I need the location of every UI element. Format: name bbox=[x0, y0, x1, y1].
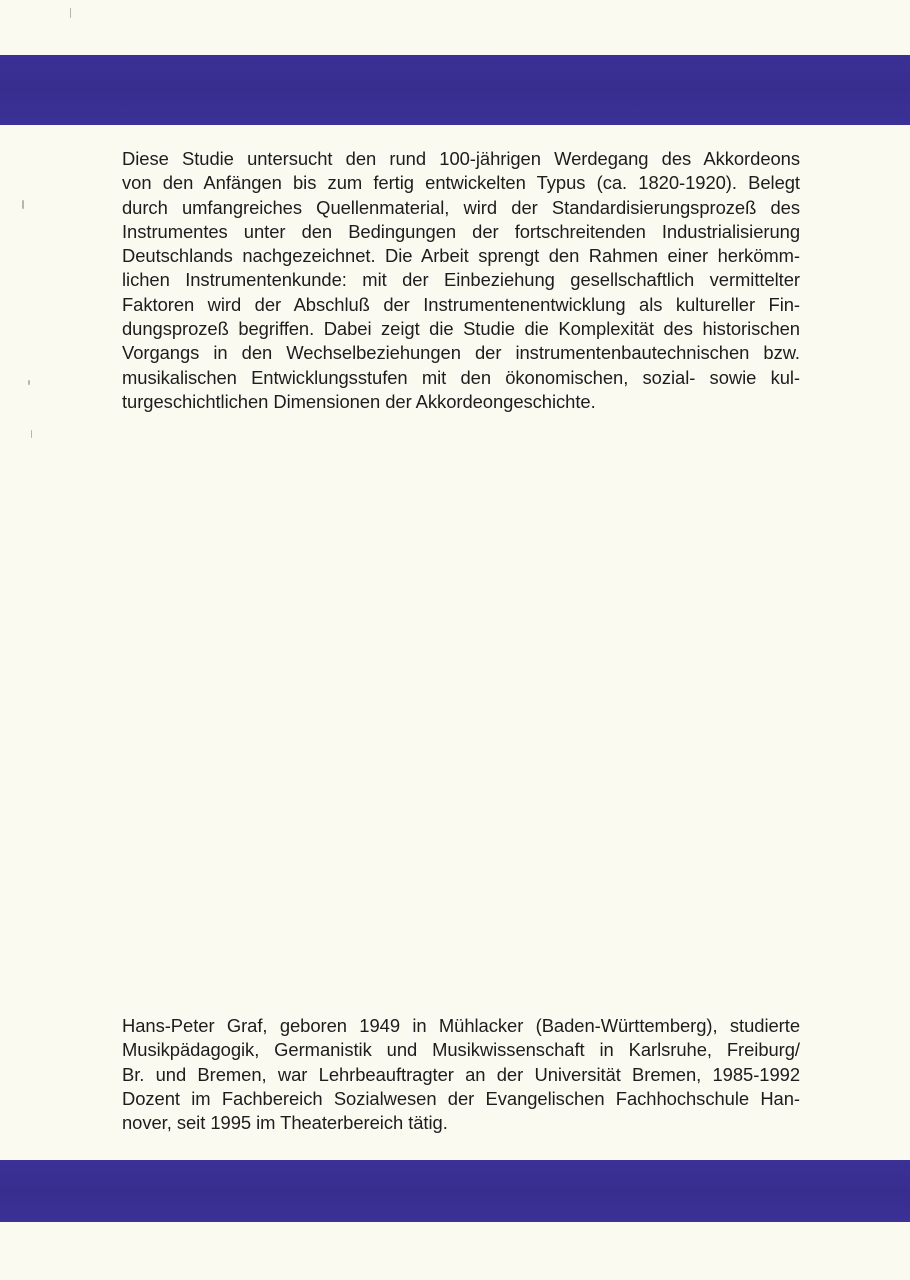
top-color-band bbox=[0, 55, 910, 125]
abstract-paragraph bbox=[122, 147, 800, 414]
abstract-line: Instrumentes unter den Bedingungen der fortschreitenden Industrialisierung bbox=[122, 220, 800, 242]
bottom-color-band bbox=[0, 1160, 910, 1222]
bio-line: nover, seit 1995 im Theaterbereich tätig. bbox=[122, 1112, 448, 1134]
paper-speck bbox=[31, 430, 32, 438]
abstract-line: turgeschichtlichen Dimensionen der Akkordeongeschichte. bbox=[122, 390, 596, 412]
abstract-line: Vorgangs in den Wechselbeziehungen der instrumentenbautechnischen bzw. bbox=[122, 342, 800, 364]
abstract-line: lichen Instrumentenkunde: mit der Einbeziehung gesellschaftlich vermittelter bbox=[122, 269, 800, 291]
paper-speck bbox=[22, 200, 24, 209]
abstract-line: durch umfangreiches Quellenmaterial, wird der Standardisierungsprozeß des bbox=[122, 196, 800, 218]
bio-line: Dozent im Fachbereich Sozialwesen der Evangelischen Fachhochschule Han- bbox=[122, 1087, 800, 1109]
author-bio-paragraph bbox=[122, 1014, 800, 1135]
bio-line: Musikpädagogik, Germanistik und Musikwissenschaft in Karlsruhe, Freiburg/ bbox=[122, 1039, 800, 1061]
abstract-line: von den Anfängen bis zum fertig entwickelten Typus (ca. 1820-1920). Belegt bbox=[122, 172, 800, 194]
abstract-line: Faktoren wird der Abschluß der Instrumentenentwicklung als kultureller Fin- bbox=[122, 293, 800, 315]
abstract-line: dungsprozeß begriffen. Dabei zeigt die Studie die Komplexität des historischen bbox=[122, 318, 800, 340]
abstract-line: musikalischen Entwicklungsstufen mit den ökonomischen, sozial- sowie kul- bbox=[122, 366, 800, 388]
paper-speck bbox=[28, 380, 30, 385]
bio-line: Hans-Peter Graf, geboren 1949 in Mühlacker (Baden-Württemberg), studierte bbox=[122, 1015, 800, 1036]
bio-line: Br. und Bremen, war Lehrbeauftragter an der Universität Bremen, 1985-1992 bbox=[122, 1063, 800, 1085]
abstract-line: Deutschlands nachgezeichnet. Die Arbeit sprengt den Rahmen einer herkömm- bbox=[122, 245, 800, 267]
abstract-line: Diese Studie untersucht den rund 100-jährigen Werdegang des Akkordeons bbox=[122, 148, 800, 169]
paper-speck bbox=[70, 8, 71, 18]
